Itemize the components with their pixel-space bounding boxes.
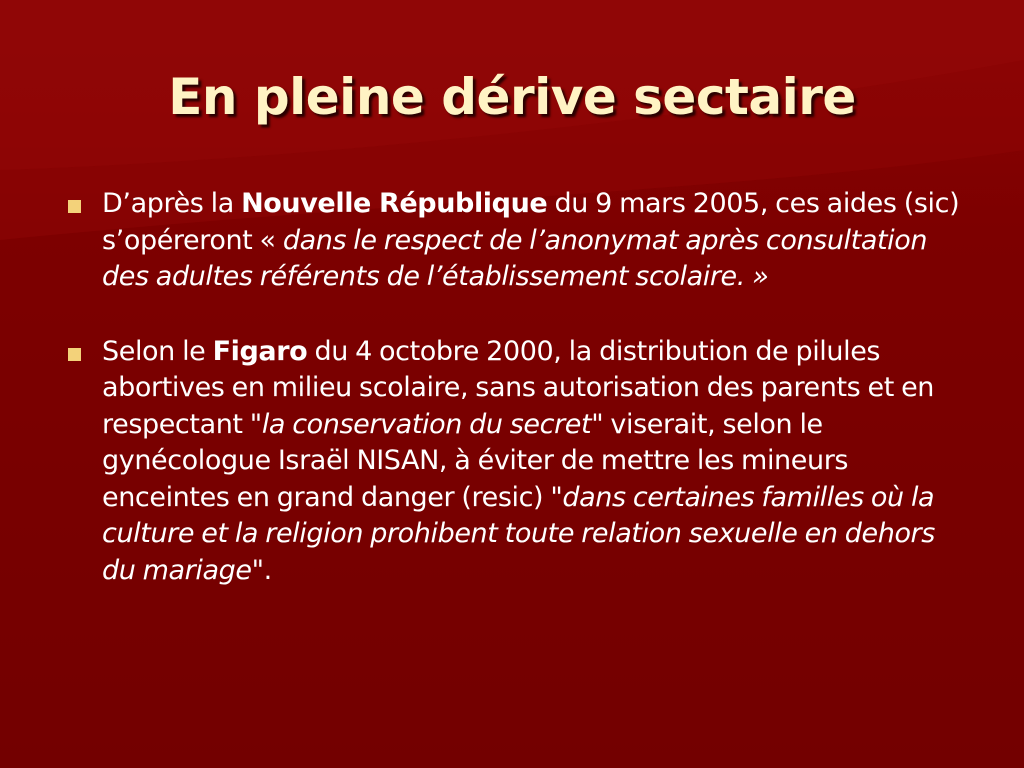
bullet-item: [64, 334, 964, 590]
bullet-item: [64, 186, 964, 296]
bullet-text: [102, 188, 959, 292]
text-segment: " viserait, selon le gynécologue Israël NISAN, à éviter de mettre les mineurs enceintes en grand danger (resic) ": [102, 408, 849, 513]
text-segment: ".: [251, 554, 272, 586]
slide-title: En pleine dérive sectaire: [168, 68, 856, 126]
text-segment: du 4 octobre 2000, la distribution de pilules abortives en milieu scolaire, sans autorisation des parents et en respectant ": [102, 335, 935, 440]
quote-text: dans certaines familles où la culture et la religion prohibent toute relation sexuelle en dehors du mariage: [102, 481, 935, 586]
bullet-list: [64, 186, 964, 589]
quote-text: la conservation du secret: [261, 408, 592, 440]
square-bullet-icon: [68, 348, 81, 361]
newspaper-name: Figaro: [212, 335, 308, 367]
bullet-text: [102, 336, 935, 586]
text-segment: du 9 mars 2005, ces aides (sic) s’opéreront «: [102, 188, 960, 256]
newspaper-name: Nouvelle République: [241, 188, 548, 219]
text-segment: Selon le: [102, 335, 213, 367]
square-bullet-icon: [68, 200, 81, 213]
text-segment: D’après la: [102, 188, 242, 219]
quote-text: dans le respect de l’anonymat après consultation des adultes référents de l’établissement scolaire. »: [102, 224, 928, 292]
